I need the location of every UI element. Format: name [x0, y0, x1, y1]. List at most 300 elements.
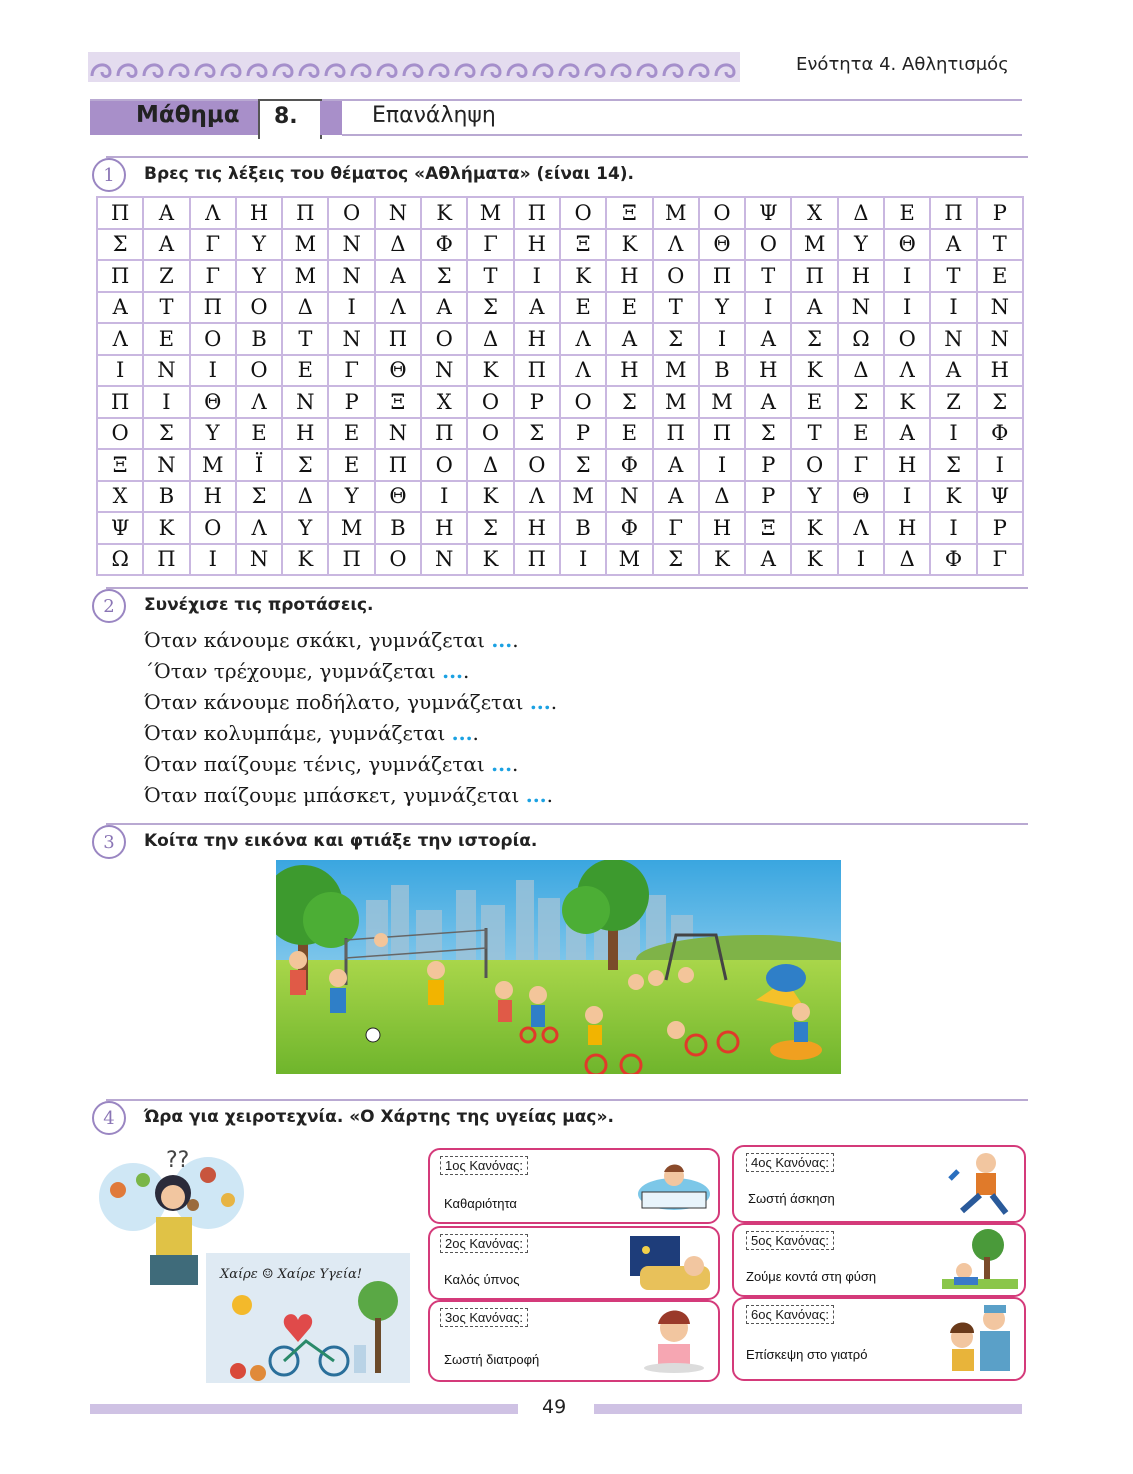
grid-cell[interactable]: Λ [653, 229, 699, 261]
grid-cell[interactable]: Θ [375, 481, 421, 513]
grid-cell[interactable]: Ι [745, 292, 791, 324]
grid-cell[interactable]: Δ [838, 197, 884, 229]
grid-cell[interactable]: Ν [236, 544, 282, 576]
sentence-1-text: Όταν κάνουμε σκάκι, γυμνάζεται [144, 628, 485, 652]
word-search-grid [96, 196, 1024, 576]
grid-cell[interactable]: Ν [606, 481, 652, 513]
grid-cell[interactable]: Π [375, 323, 421, 355]
grid-cell[interactable]: Ν [328, 323, 374, 355]
grid-cell[interactable]: Ι [930, 418, 976, 450]
grid-cell[interactable]: Κ [791, 544, 837, 576]
grid-cell[interactable]: Ν [977, 323, 1023, 355]
grid-cell[interactable]: Φ [930, 544, 976, 576]
grid-cell[interactable]: Τ [745, 260, 791, 292]
grid-cell[interactable]: Ι [930, 292, 976, 324]
grid-cell[interactable]: Π [699, 418, 745, 450]
grid-cell[interactable]: Γ [190, 260, 236, 292]
grid-cell[interactable]: Δ [282, 292, 328, 324]
grid-cell[interactable]: Ρ [560, 418, 606, 450]
grid-row [97, 260, 1023, 292]
grid-cell[interactable]: Μ [791, 229, 837, 261]
footer-band-right [594, 1404, 1022, 1414]
nature-icon [938, 1227, 1020, 1291]
grid-cell[interactable]: Ι [884, 292, 930, 324]
grid-cell[interactable]: Ο [375, 544, 421, 576]
grid-cell[interactable]: Α [930, 355, 976, 387]
rule-card-3 [428, 1300, 720, 1382]
grid-cell[interactable]: Α [791, 292, 837, 324]
sentence-5: Όταν παίζουμε τένις, γυμνάζεται .... [144, 752, 519, 776]
grid-cell[interactable]: Σ [838, 386, 884, 418]
grid-cell[interactable]: Ε [560, 292, 606, 324]
grid-cell[interactable]: Η [190, 481, 236, 513]
grid-cell[interactable]: Ο [236, 292, 282, 324]
grid-cell[interactable]: Π [699, 260, 745, 292]
grid-cell[interactable]: Ι [190, 544, 236, 576]
grid-cell[interactable]: Π [282, 197, 328, 229]
grid-cell[interactable]: Η [977, 355, 1023, 387]
ex4-number-circle [92, 1101, 126, 1135]
grid-cell[interactable]: Η [514, 229, 560, 261]
lesson-number: 8. [274, 104, 298, 129]
grid-cell[interactable]: Σ [977, 386, 1023, 418]
grid-cell[interactable]: Μ [190, 449, 236, 481]
grid-cell[interactable]: Ρ [745, 449, 791, 481]
doctor-icon [940, 1301, 1020, 1375]
ex3-top-line [106, 823, 1028, 825]
grid-cell[interactable]: Ν [977, 292, 1023, 324]
grid-cell[interactable]: Δ [467, 449, 513, 481]
grid-cell[interactable]: Ι [977, 449, 1023, 481]
grid-cell[interactable]: Λ [560, 323, 606, 355]
grid-cell[interactable]: Κ [467, 481, 513, 513]
grid-cell[interactable]: Θ [699, 229, 745, 261]
grid-cell[interactable]: Κ [884, 386, 930, 418]
grid-cell[interactable]: Κ [421, 197, 467, 229]
sentence-6-text: Όταν παίζουμε μπάσκετ, γυμνάζεται [144, 783, 520, 807]
ex4-title: Ώρα για χειροτεχνία. «Ο Χάρτης της υγείας μας». [144, 1107, 614, 1127]
grid-cell[interactable]: Κ [791, 512, 837, 544]
grid-cell[interactable]: Π [190, 292, 236, 324]
grid-cell[interactable]: Π [653, 418, 699, 450]
rule-3-text: Σωστή διατροφή [444, 1352, 540, 1367]
grid-cell[interactable]: Ο [97, 418, 143, 450]
grid-cell[interactable]: Κ [606, 229, 652, 261]
grid-cell[interactable]: Σ [606, 386, 652, 418]
grid-cell[interactable]: Λ [838, 512, 884, 544]
ex1-number: 1 [103, 164, 115, 186]
sentence-5-text: Όταν παίζουμε τένις, γυμνάζεται [144, 752, 485, 776]
grid-cell[interactable]: Ι [560, 544, 606, 576]
grid-cell[interactable]: Ω [838, 323, 884, 355]
grid-cell[interactable]: Ξ [560, 229, 606, 261]
grid-cell[interactable]: Γ [838, 449, 884, 481]
grid-cell[interactable]: Γ [977, 544, 1023, 576]
sentence-3-text: Όταν κάνουμε ποδήλατο, γυμνάζεται [144, 690, 524, 714]
grid-cell[interactable]: Γ [190, 229, 236, 261]
grid-cell[interactable]: Σ [791, 323, 837, 355]
grid-cell[interactable]: Η [606, 355, 652, 387]
grid-cell[interactable]: Ι [838, 544, 884, 576]
grid-cell[interactable]: Ι [514, 260, 560, 292]
grid-cell[interactable]: Κ [791, 355, 837, 387]
rule-2-tag: 2ος Κανόνας: [440, 1234, 528, 1253]
lesson-divider [320, 101, 342, 135]
grid-cell[interactable]: Σ [930, 449, 976, 481]
grid-cell[interactable]: Σ [282, 449, 328, 481]
grid-cell[interactable]: Ο [421, 323, 467, 355]
grid-row [97, 449, 1023, 481]
grid-cell[interactable]: Ξ [745, 512, 791, 544]
grid-cell[interactable]: Ο [190, 323, 236, 355]
grid-cell[interactable]: Κ [282, 544, 328, 576]
grid-row [97, 323, 1023, 355]
grid-cell[interactable]: Κ [467, 355, 513, 387]
grid-cell[interactable]: Π [97, 260, 143, 292]
grid-cell[interactable]: Τ [467, 260, 513, 292]
grid-cell[interactable]: Ρ [977, 197, 1023, 229]
grid-cell[interactable]: Τ [930, 260, 976, 292]
grid-cell[interactable]: Π [97, 197, 143, 229]
grid-cell[interactable]: Π [421, 418, 467, 450]
grid-cell[interactable]: Ι [930, 512, 976, 544]
grid-cell[interactable]: Α [143, 197, 189, 229]
grid-cell[interactable]: Ι [328, 292, 374, 324]
grid-cell[interactable]: Π [97, 386, 143, 418]
sentence-2-text: ΄Όταν τρέχουμε, γυμνάζεται [144, 659, 436, 683]
grid-cell[interactable]: Δ [838, 355, 884, 387]
blank-dots: ... [491, 628, 513, 652]
grid-cell[interactable]: Χ [791, 197, 837, 229]
grid-cell[interactable]: Ν [375, 418, 421, 450]
grid-cell[interactable]: Μ [699, 386, 745, 418]
grid-cell[interactable]: Η [236, 197, 282, 229]
grid-cell[interactable]: Ο [467, 386, 513, 418]
grid-cell[interactable]: Π [514, 197, 560, 229]
grid-cell[interactable]: Λ [884, 355, 930, 387]
sleep-icon [626, 1232, 714, 1294]
grid-cell[interactable]: Ψ [977, 481, 1023, 513]
grid-cell[interactable]: Μ [328, 512, 374, 544]
grid-cell[interactable]: Π [143, 544, 189, 576]
grid-cell[interactable]: Ν [143, 355, 189, 387]
grid-cell[interactable]: Γ [328, 355, 374, 387]
grid-cell[interactable]: Ο [421, 449, 467, 481]
grid-cell[interactable]: Ν [838, 292, 884, 324]
sentence-6: Όταν παίζουμε μπάσκετ, γυμνάζεται .... [144, 783, 553, 807]
grid-cell[interactable]: Σ [467, 512, 513, 544]
lesson-bottom-line [342, 134, 1022, 136]
blank-dots: ... [491, 752, 513, 776]
eating-icon [636, 1306, 712, 1374]
grid-cell[interactable]: Μ [606, 544, 652, 576]
grid-cell[interactable]: Ε [236, 418, 282, 450]
grid-cell[interactable]: Θ [190, 386, 236, 418]
grid-cell[interactable]: Σ [97, 229, 143, 261]
grid-cell[interactable]: Τ [791, 418, 837, 450]
grid-cell[interactable]: Ι [190, 355, 236, 387]
grid-cell[interactable]: Λ [236, 386, 282, 418]
grid-cell[interactable]: Ο [514, 449, 560, 481]
grid-cell[interactable]: Π [791, 260, 837, 292]
grid-cell[interactable]: Τ [143, 292, 189, 324]
rule-2-text: Καλός ύπνος [444, 1272, 520, 1287]
grid-cell[interactable]: Α [745, 386, 791, 418]
grid-cell[interactable]: Β [560, 512, 606, 544]
grid-cell[interactable]: Α [606, 323, 652, 355]
grid-cell[interactable]: Η [699, 512, 745, 544]
grid-cell[interactable]: Ε [791, 386, 837, 418]
grid-cell[interactable]: Ε [282, 355, 328, 387]
rule-5-tag: 5ος Κανόνας: [746, 1231, 834, 1250]
grid-cell[interactable]: Κ [143, 512, 189, 544]
grid-cell[interactable]: Ο [699, 197, 745, 229]
rule-card-1 [428, 1148, 720, 1224]
grid-cell[interactable]: Δ [699, 481, 745, 513]
grid-cell[interactable]: Α [514, 292, 560, 324]
grid-cell[interactable]: Ο [190, 512, 236, 544]
grid-cell[interactable]: Ν [930, 323, 976, 355]
grid-cell[interactable]: Δ [467, 323, 513, 355]
grid-cell[interactable]: Κ [560, 260, 606, 292]
grid-cell[interactable]: Ι [884, 260, 930, 292]
grid-cell[interactable]: Ε [328, 418, 374, 450]
grid-cell[interactable]: Σ [143, 418, 189, 450]
grid-cell[interactable]: Β [236, 323, 282, 355]
grid-cell[interactable]: Ι [699, 323, 745, 355]
ex4-number: 4 [103, 1107, 115, 1129]
grid-cell[interactable]: Α [97, 292, 143, 324]
grid-cell[interactable]: Σ [560, 449, 606, 481]
grid-cell[interactable]: Δ [884, 544, 930, 576]
grid-cell[interactable]: Ψ [745, 197, 791, 229]
grid-cell[interactable]: Σ [421, 260, 467, 292]
grid-cell[interactable]: Σ [653, 323, 699, 355]
grid-cell[interactable]: Ο [328, 197, 374, 229]
grid-cell[interactable]: Π [328, 544, 374, 576]
grid-cell[interactable]: Ι [884, 481, 930, 513]
grid-cell[interactable]: Π [514, 355, 560, 387]
grid-cell[interactable]: Α [653, 449, 699, 481]
grid-cell[interactable]: Μ [282, 260, 328, 292]
grid-cell[interactable]: Τ [653, 292, 699, 324]
grid-cell[interactable]: Β [375, 512, 421, 544]
page-number: 49 [542, 1396, 567, 1418]
grid-cell[interactable]: Ω [97, 544, 143, 576]
grid-cell[interactable]: Υ [699, 292, 745, 324]
grid-cell[interactable]: Ν [421, 355, 467, 387]
svg-text:??: ?? [166, 1148, 190, 1173]
grid-cell[interactable]: Ν [282, 386, 328, 418]
grid-cell[interactable]: Υ [282, 512, 328, 544]
rule-1-text: Καθαριότητα [444, 1196, 517, 1211]
blank-dots: ... [525, 783, 547, 807]
grid-cell[interactable]: Μ [282, 229, 328, 261]
grid-cell[interactable]: Φ [977, 418, 1023, 450]
sentence-2: ΄Όταν τρέχουμε, γυμνάζεται .... [144, 659, 470, 683]
grid-row [97, 418, 1023, 450]
wave-pattern-icon [88, 52, 740, 82]
grid-cell[interactable]: Μ [653, 386, 699, 418]
grid-cell[interactable]: Α [653, 481, 699, 513]
grid-row [97, 544, 1023, 576]
grid-cell[interactable]: Η [884, 449, 930, 481]
grid-cell[interactable]: Ε [977, 260, 1023, 292]
grid-cell[interactable]: Ε [328, 449, 374, 481]
grid-cell[interactable]: Β [143, 481, 189, 513]
grid-cell[interactable]: Τ [977, 229, 1023, 261]
grid-cell[interactable]: Θ [375, 355, 421, 387]
ex1-top-line [106, 156, 1028, 158]
grid-cell[interactable]: Τ [282, 323, 328, 355]
grid-cell[interactable]: Δ [375, 229, 421, 261]
ex2-top-line [106, 587, 1028, 589]
grid-cell[interactable]: Ο [560, 197, 606, 229]
grid-cell[interactable]: Η [514, 512, 560, 544]
grid-cell[interactable]: Ε [143, 323, 189, 355]
grid-cell[interactable]: Α [884, 418, 930, 450]
grid-cell[interactable]: Μ [560, 481, 606, 513]
grid-cell[interactable]: Ζ [143, 260, 189, 292]
grid-cell[interactable]: Υ [236, 260, 282, 292]
grid-cell[interactable]: Ρ [977, 512, 1023, 544]
exercise-icon [940, 1149, 1020, 1217]
poster-text: Χαίρε ☺ Χαίρε Υγεία! [220, 1267, 362, 1282]
grid-cell[interactable]: Ι [421, 481, 467, 513]
grid-cell[interactable]: Α [745, 544, 791, 576]
grid-cell[interactable]: Ψ [97, 512, 143, 544]
grid-cell[interactable]: Σ [745, 418, 791, 450]
grid-cell[interactable]: Υ [236, 229, 282, 261]
grid-cell[interactable]: Θ [884, 229, 930, 261]
grid-cell[interactable]: Α [375, 260, 421, 292]
grid-cell[interactable]: Ο [745, 229, 791, 261]
lesson-label: Μάθημα [136, 102, 240, 128]
ex1-number-circle [92, 158, 126, 192]
ex3-title: Κοίτα την εικόνα και φτιάξε την ιστορία. [144, 831, 538, 851]
grid-cell[interactable]: Η [421, 512, 467, 544]
grid-cell[interactable]: Η [514, 323, 560, 355]
grid-cell[interactable]: Θ [838, 481, 884, 513]
grid-cell[interactable]: Ρ [745, 481, 791, 513]
ex4-top-line [106, 1099, 1028, 1101]
grid-cell[interactable]: Μ [467, 197, 513, 229]
grid-cell[interactable]: Σ [467, 292, 513, 324]
grid-cell[interactable]: Ε [606, 292, 652, 324]
grid-cell[interactable]: Π [514, 544, 560, 576]
grid-cell[interactable]: Φ [421, 229, 467, 261]
grid-cell[interactable]: Ο [560, 386, 606, 418]
rule-3-tag: 3ος Κανόνας: [440, 1308, 528, 1327]
grid-cell[interactable]: Ο [653, 260, 699, 292]
grid-cell[interactable]: Ν [421, 544, 467, 576]
sentence-4-text: Όταν κολυμπάμε, γυμνάζεται [144, 721, 446, 745]
grid-cell[interactable]: Ι [143, 386, 189, 418]
grid-cell[interactable]: Ν [143, 449, 189, 481]
grid-cell[interactable]: Υ [838, 229, 884, 261]
grid-cell[interactable]: Ξ [606, 197, 652, 229]
ex1-title: Βρες τις λέξεις του θέματος «Αθλήματα» (είναι 14). [144, 164, 635, 184]
grid-cell[interactable]: Ε [838, 418, 884, 450]
grid-cell[interactable]: Ξ [375, 386, 421, 418]
grid-cell[interactable]: Υ [190, 418, 236, 450]
grid-cell[interactable]: Χ [421, 386, 467, 418]
grid-cell[interactable]: Γ [467, 229, 513, 261]
grid-cell[interactable]: Κ [467, 544, 513, 576]
bath-icon [634, 1154, 714, 1218]
grid-cell[interactable]: Β [699, 355, 745, 387]
grid-cell[interactable]: Π [930, 197, 976, 229]
grid-cell[interactable]: Φ [606, 449, 652, 481]
grid-cell[interactable]: Υ [791, 481, 837, 513]
grid-cell[interactable]: Μ [653, 355, 699, 387]
grid-cell[interactable]: Α [143, 229, 189, 261]
grid-cell[interactable]: Μ [653, 197, 699, 229]
grid-cell[interactable]: Φ [606, 512, 652, 544]
grid-cell[interactable]: Ο [467, 418, 513, 450]
grid-cell[interactable]: Λ [514, 481, 560, 513]
grid-cell[interactable]: Υ [328, 481, 374, 513]
grid-cell[interactable]: Ν [328, 260, 374, 292]
lesson-title: Επανάληψη [372, 103, 496, 128]
rule-6-text: Επίσκεψη στο γιατρό [746, 1347, 868, 1362]
grid-cell[interactable]: Η [282, 418, 328, 450]
grid-cell[interactable]: Σ [236, 481, 282, 513]
grid-cell[interactable]: Ρ [514, 386, 560, 418]
grid-cell[interactable]: Ε [884, 197, 930, 229]
grid-cell[interactable]: Σ [653, 544, 699, 576]
grid-cell[interactable]: Λ [236, 512, 282, 544]
unit-title: Ενότητα 4. Αθλητισμός [796, 54, 1009, 75]
grid-cell[interactable]: Ρ [328, 386, 374, 418]
grid-cell[interactable]: Η [745, 355, 791, 387]
grid-cell[interactable]: Η [838, 260, 884, 292]
grid-cell[interactable]: Ν [375, 197, 421, 229]
grid-cell[interactable]: Γ [653, 512, 699, 544]
grid-cell[interactable]: Η [884, 512, 930, 544]
grid-cell[interactable]: Ο [236, 355, 282, 387]
grid-cell[interactable]: Λ [560, 355, 606, 387]
grid-cell[interactable]: Ϊ [236, 449, 282, 481]
grid-row [97, 292, 1023, 324]
grid-cell[interactable]: Ξ [97, 449, 143, 481]
grid-cell[interactable]: Ι [699, 449, 745, 481]
grid-cell[interactable]: Χ [97, 481, 143, 513]
grid-row [97, 386, 1023, 418]
grid-cell[interactable]: Σ [514, 418, 560, 450]
grid-cell[interactable]: Ε [606, 418, 652, 450]
grid-cell[interactable]: Α [745, 323, 791, 355]
grid-cell[interactable]: Κ [699, 544, 745, 576]
grid-cell[interactable]: Κ [930, 481, 976, 513]
grid-cell[interactable]: Ο [791, 449, 837, 481]
grid-cell[interactable]: Ι [97, 355, 143, 387]
grid-cell[interactable]: Δ [282, 481, 328, 513]
grid-cell[interactable]: Η [606, 260, 652, 292]
grid-cell[interactable]: Α [930, 229, 976, 261]
grid-cell[interactable]: Ο [884, 323, 930, 355]
grid-cell[interactable]: Ν [328, 229, 374, 261]
grid-row [97, 355, 1023, 387]
grid-cell[interactable]: Λ [375, 292, 421, 324]
grid-cell[interactable]: Π [375, 449, 421, 481]
grid-cell[interactable]: Ζ [930, 386, 976, 418]
grid-cell[interactable]: Λ [190, 197, 236, 229]
grid-cell[interactable]: Α [421, 292, 467, 324]
ex3-number-circle [92, 825, 126, 859]
grid-row [97, 197, 1023, 229]
grid-cell[interactable]: Λ [97, 323, 143, 355]
